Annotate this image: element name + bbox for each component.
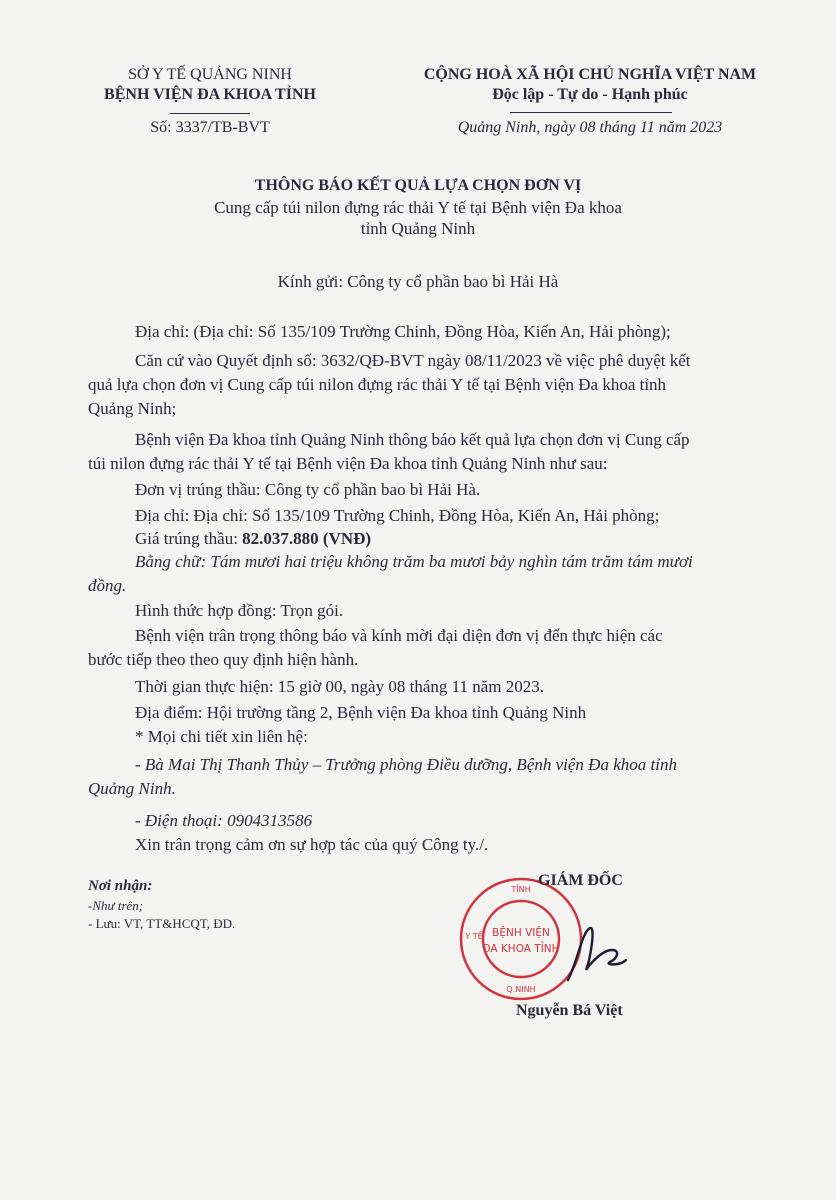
basis-line-3: Quảng Ninh; — [88, 399, 177, 418]
svg-text:Y TẾ: Y TẾ — [465, 932, 483, 941]
title-main: THÔNG BÁO KẾT QUẢ LỰA CHỌN ĐƠN VỊ — [254, 177, 582, 194]
header-right — [390, 66, 790, 104]
signature-role: GIÁM ĐỐC — [538, 872, 623, 889]
venue-line: Địa điểm: Hội trường tầng 2, Bệnh viện Đa khoa tỉnh Quảng Ninh — [135, 703, 587, 722]
title-sub-2: tỉnh Quảng Ninh — [360, 219, 476, 238]
document-title — [60, 177, 776, 239]
thanks-line: Xin trân trọng cảm ơn sự hợp tác của quý Công ty./. — [135, 835, 489, 854]
handwritten-signature — [560, 920, 630, 990]
winner-address-line: Địa chỉ: Địa chỉ: Số 135/109 Trường Chinh, Đồng Hòa, Kiến An, Hải phòng; — [135, 506, 660, 525]
time-line: Thời gian thực hiện: 15 giờ 00, ngày 08 tháng 11 năm 2023. — [135, 677, 545, 696]
seal-text-1: BỆNH VIỆN — [492, 927, 550, 939]
price-label: Giá trúng thầu: — [135, 529, 243, 548]
seal-text-2: ĐA KHOA TỈNH — [482, 943, 560, 955]
place-date: Quảng Ninh, ngày 08 tháng 11 năm 2023 — [457, 119, 723, 136]
recipient: Kính gửi: Công ty cổ phần bao bì Hải Hà — [277, 272, 559, 291]
motto-underline — [510, 112, 672, 113]
title-sub-1: Cung cấp túi nilon đựng rác thải Y tế tại Bệnh viện Đa khoa — [214, 198, 622, 217]
in-words-line-1: Bằng chữ: Tám mươi hai triệu không trăm ba mươi bảy nghìn tám trăm tám mươi — [135, 552, 693, 571]
nation-title: CỘNG HOÀ XÃ HỘI CHỦ NGHĨA VIỆT NAM — [423, 66, 757, 83]
recipients-line-2: - Lưu: VT, TT&HCQT, ĐD. — [88, 916, 236, 931]
header-left-underline — [170, 113, 250, 114]
recipients-line-1: -Như trên; — [88, 898, 144, 913]
recipients-block — [88, 878, 235, 932]
phone-line: - Điện thoại: 0904313586 — [135, 811, 313, 830]
signer-name: Nguyễn Bá Việt — [516, 1002, 623, 1019]
price-value: 82.037.880 (VNĐ) — [242, 529, 372, 548]
announce-line-1: Bệnh viện Đa khoa tỉnh Quảng Ninh thông báo kết quả lựa chọn đơn vị Cung cấp — [135, 430, 690, 449]
svg-text:Q.NINH: Q.NINH — [506, 985, 536, 994]
invite-line-1: Bệnh viện trân trọng thông báo và kính mời đại diện đơn vị đến thực hiện các — [135, 626, 663, 645]
motto: Độc lập - Tự do - Hạnh phúc — [492, 86, 688, 103]
document-number: Số: 3337/TB-BVT — [150, 119, 270, 136]
contact-person-line-2: Quảng Ninh. — [88, 779, 176, 798]
contract-form-line: Hình thức hợp đồng: Trọn gói. — [135, 601, 344, 620]
in-words-line-2: đồng. — [88, 576, 127, 595]
basis-line-2: quả lựa chọn đơn vị Cung cấp túi nilon đựng rác thải Y tế tại Bệnh viện Đa khoa tỉnh — [88, 375, 667, 394]
department-name: SỞ Y TẾ QUẢNG NINH — [128, 66, 292, 83]
winner-line: Đơn vị trúng thầu: Công ty cổ phần bao bì Hải Hà. — [135, 480, 481, 499]
recipients-heading: Nơi nhận: — [88, 878, 153, 894]
contact-person-line-1: - Bà Mai Thị Thanh Thủy – Trưởng phòng Điều dưỡng, Bệnh viện Đa khoa tỉnh — [135, 755, 677, 774]
basis-line-1: Căn cứ vào Quyết định số: 3632/QĐ-BVT ngày 08/11/2023 về việc phê duyệt kết — [135, 351, 691, 370]
invite-line-2: bước tiếp theo theo quy định hiện hành. — [88, 650, 359, 669]
address-line: Địa chỉ: (Địa chỉ: Số 135/109 Trường Chinh, Đồng Hòa, Kiến An, Hải phòng); — [135, 322, 671, 341]
hospital-name: BỆNH VIỆN ĐA KHOA TỈNH — [104, 86, 316, 103]
announce-line-2: túi nilon đựng rác thải Y tế tại Bệnh viện Đa khoa tỉnh Quảng Ninh như sau: — [88, 454, 608, 473]
price-line — [135, 529, 371, 549]
header-left — [70, 66, 350, 104]
svg-text:TỈNH: TỈNH — [511, 885, 531, 894]
contact-intro: * Mọi chi tiết xin liên hệ: — [135, 727, 308, 746]
